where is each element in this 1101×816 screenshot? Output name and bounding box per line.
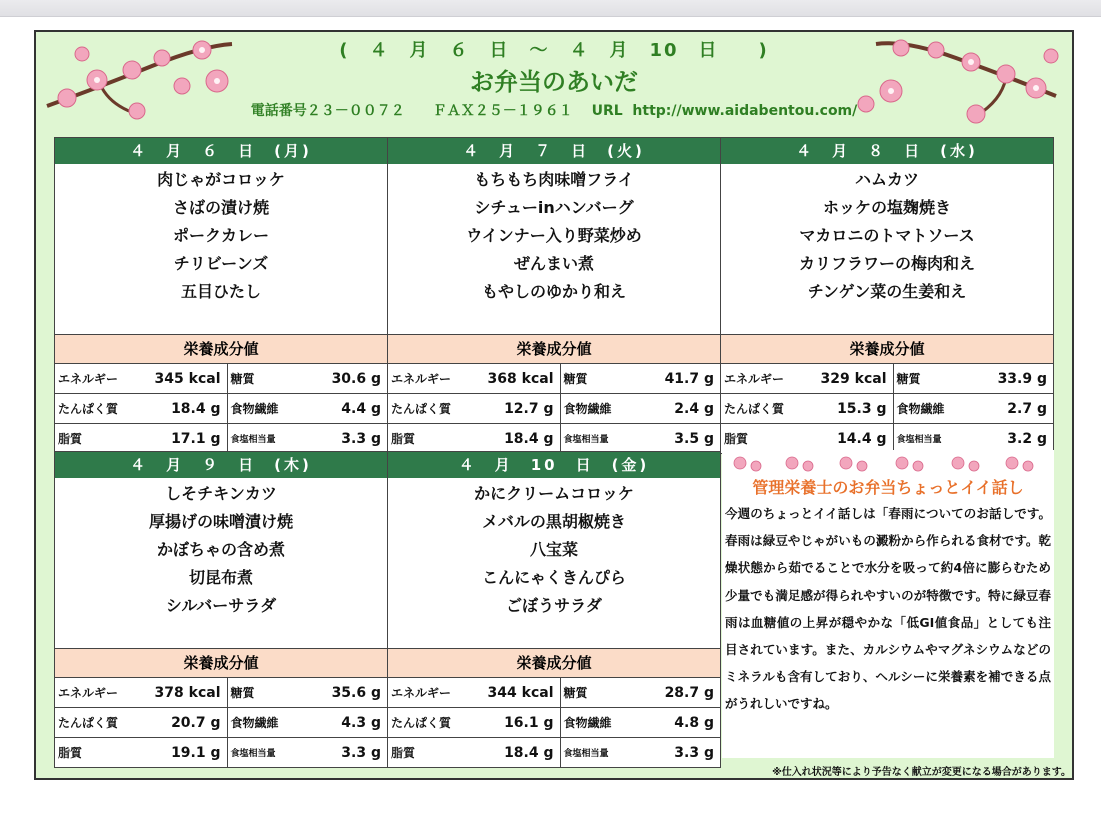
fiber-value: 4.3 g	[297, 708, 387, 738]
menu-list	[388, 478, 720, 648]
energy-value: 368 kcal	[474, 364, 560, 394]
nutrition-table	[388, 364, 720, 453]
fat-value: 17.1 g	[141, 424, 227, 454]
menu-item: マカロニのトマトソース	[799, 226, 975, 245]
fiber-value: 4.4 g	[297, 394, 387, 424]
menu-list	[55, 478, 387, 648]
day-card-apr9	[54, 451, 388, 768]
energy-label: エネルギー	[55, 678, 141, 708]
menu-item: チリビーンズ	[173, 254, 269, 273]
salt-label: 食塩相当量	[896, 435, 942, 445]
fiber-label: 食物繊維	[560, 394, 630, 424]
blossom-row-icon	[722, 450, 1054, 476]
energy-label: エネルギー	[55, 364, 141, 394]
cherry-blossom-right-icon	[806, 36, 1066, 132]
menu-list	[721, 164, 1053, 334]
protein-value: 20.7 g	[141, 708, 227, 738]
menu-item: もやしのゆかり和え	[481, 282, 626, 301]
nutrition-heading: 栄養成分値	[721, 334, 1053, 364]
energy-value: 344 kcal	[474, 678, 560, 708]
energy-label: エネルギー	[721, 364, 807, 394]
carb-value: 33.9 g	[963, 364, 1053, 394]
menu-item: チンゲン菜の生姜和え	[807, 282, 967, 301]
menu-item: ホッケの塩麹焼き	[822, 198, 951, 217]
day-date: ４ 月 ６ 日 (月)	[55, 138, 387, 164]
protein-label: たんぱく質	[55, 708, 141, 738]
fat-label: 脂質	[391, 432, 416, 446]
energy-value: 329 kcal	[807, 364, 893, 394]
salt-value: 3.3 g	[341, 430, 381, 447]
menu-item: 八宝菜	[529, 540, 578, 559]
day-card-apr10	[387, 451, 721, 768]
energy-label: エネルギー	[388, 678, 474, 708]
nutrition-table	[388, 678, 720, 767]
day-card-apr8	[720, 137, 1054, 454]
date-range: ( ４ 月 ６ 日 ～ ４ 月 10 日 )	[339, 40, 769, 61]
browser-top-bar	[0, 0, 1101, 17]
day-card-apr6	[54, 137, 388, 454]
protein-label: たんぱく質	[388, 394, 474, 424]
day-date: ４ 月 ８ 日 (水)	[721, 138, 1053, 164]
protein-value: 16.1 g	[474, 708, 560, 738]
menu-item: ハムカツ	[854, 170, 919, 189]
salt-label: 食塩相当量	[230, 749, 276, 759]
menu-item: かぼちゃの含め煮	[156, 540, 285, 559]
energy-value: 378 kcal	[141, 678, 227, 708]
fiber-label: 食物繊維	[227, 394, 297, 424]
salt-value: 3.3 g	[674, 744, 714, 761]
fiber-value: 4.8 g	[630, 708, 720, 738]
menu-item: シチューinハンバーグ	[474, 198, 634, 217]
salt-value: 3.3 g	[341, 744, 381, 761]
protein-label: たんぱく質	[388, 708, 474, 738]
carb-label: 糖質	[893, 364, 963, 394]
menu-item: もちもち肉味噌フライ	[474, 170, 634, 189]
salt-label: 食塩相当量	[563, 435, 609, 445]
dietitian-tip	[722, 450, 1054, 758]
fiber-value: 2.7 g	[963, 394, 1053, 424]
fat-label: 脂質	[58, 432, 83, 446]
protein-value: 15.3 g	[807, 394, 893, 424]
nutrition-heading: 栄養成分値	[55, 648, 387, 678]
fiber-value: 2.4 g	[630, 394, 720, 424]
carb-label: 糖質	[560, 364, 630, 394]
protein-value: 18.4 g	[141, 394, 227, 424]
nutrition-heading: 栄養成分値	[55, 334, 387, 364]
cherry-blossom-left-icon	[42, 36, 242, 126]
day-card-apr7	[387, 137, 721, 454]
menu-item: かにクリームコロッケ	[474, 484, 634, 503]
carb-value: 41.7 g	[630, 364, 720, 394]
tip-body: 今週のちょっとイイ話しは「春雨についてのお話しです。春雨は緑豆やじゃがいもの澱粉から作られる食材です。乾燥状態から茹でることで水分を吸って約4倍に膨らむため少量でも満足感が得られやすいのが特徴です。特に緑豆春雨は血糖値の上昇が穏やかな「低GI値食品」としても注目されています。また、カルシウムやマグネシウムなどのミネラルも含有しており、ヘルシーに栄養素を補できる点がうれしいですね。	[725, 506, 1051, 712]
fat-value: 19.1 g	[141, 738, 227, 768]
energy-label: エネルギー	[388, 364, 474, 394]
salt-label: 食塩相当量	[230, 435, 276, 445]
menu-item: さばの漬け焼	[172, 198, 269, 217]
contact-info: 電話番号２３－００７２ ＦＡＸ２５－１９６１ URL http://www.aidabentou.com/	[250, 103, 858, 119]
menu-item: こんにゃくきんぴら	[482, 568, 626, 587]
menu-item: 肉じゃがコロッケ	[157, 170, 285, 189]
tip-title: 管理栄養士のお弁当ちょっとイイ話し	[752, 478, 1024, 497]
carb-value: 35.6 g	[297, 678, 387, 708]
carb-label: 糖質	[227, 364, 297, 394]
fat-value: 14.4 g	[807, 424, 893, 454]
nutrition-table	[55, 678, 387, 767]
menu-list	[388, 164, 720, 334]
salt-value: 3.5 g	[674, 430, 714, 447]
menu-list	[55, 164, 387, 334]
fiber-label: 食物繊維	[560, 708, 630, 738]
menu-item: 五目ひたし	[180, 282, 261, 301]
menu-item: しそチキンカツ	[165, 484, 277, 503]
carb-label: 糖質	[227, 678, 297, 708]
day-date: ４ 月 10 日 (金)	[388, 452, 720, 478]
menu-item: ごぼうサラダ	[506, 596, 602, 615]
menu-item: ぜんまい煮	[513, 254, 594, 273]
menu-item: 切昆布煮	[188, 568, 253, 587]
day-date: ４ 月 ９ 日 (木)	[55, 452, 387, 478]
nutrition-table	[721, 364, 1053, 453]
fat-label: 脂質	[724, 432, 749, 446]
fiber-label: 食物繊維	[227, 708, 297, 738]
menu-item: メバルの黒胡椒焼き	[482, 512, 626, 531]
carb-value: 30.6 g	[297, 364, 387, 394]
fat-label: 脂質	[391, 746, 416, 760]
footnote: ※仕入れ状況等により予告なく献立が変更になる場合があります。	[772, 767, 1071, 778]
protein-label: たんぱく質	[721, 394, 807, 424]
fat-value: 18.4 g	[474, 424, 560, 454]
shop-title: お弁当のあいだ	[470, 68, 638, 96]
menu-item: 厚揚げの味噌漬け焼	[148, 512, 293, 531]
carb-value: 28.7 g	[630, 678, 720, 708]
carb-label: 糖質	[560, 678, 630, 708]
nutrition-heading: 栄養成分値	[388, 334, 720, 364]
menu-item: ウインナー入り野菜炒め	[466, 226, 642, 245]
fat-label: 脂質	[58, 746, 83, 760]
salt-label: 食塩相当量	[563, 749, 609, 759]
day-date: ４ 月 ７ 日 (火)	[388, 138, 720, 164]
menu-item: ポークカレー	[172, 226, 269, 245]
fiber-label: 食物繊維	[893, 394, 963, 424]
salt-value: 3.2 g	[1007, 430, 1047, 447]
fat-value: 18.4 g	[474, 738, 560, 768]
nutrition-heading: 栄養成分値	[388, 648, 720, 678]
nutrition-table	[55, 364, 387, 453]
protein-value: 12.7 g	[474, 394, 560, 424]
menu-item: カリフラワーの梅肉和え	[798, 254, 975, 273]
menu-item: シルバーサラダ	[165, 596, 277, 615]
protein-label: たんぱく質	[55, 394, 141, 424]
energy-value: 345 kcal	[141, 364, 227, 394]
